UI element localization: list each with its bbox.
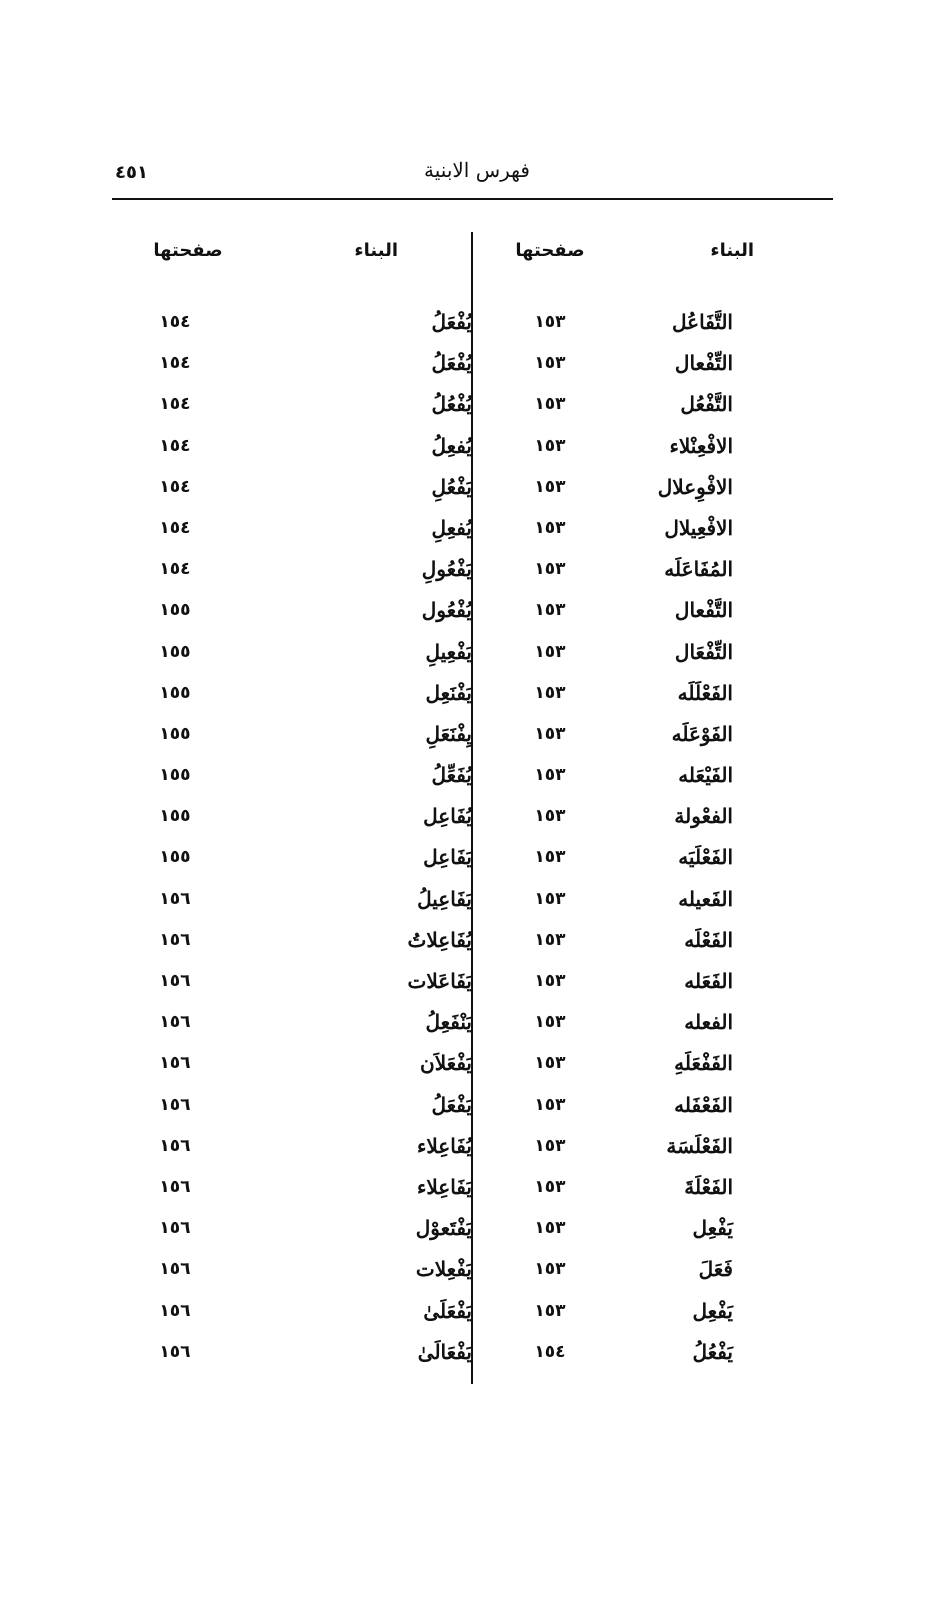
index-entry <box>485 307 815 348</box>
index-entry <box>130 1007 472 1048</box>
index-entry <box>485 801 815 842</box>
pattern-cell: يَفْعُلِ <box>431 474 472 499</box>
index-entry <box>130 389 472 430</box>
index-entry <box>130 1048 472 1089</box>
page-ref-cell: ١٥٣ <box>534 1012 566 1033</box>
index-entry <box>130 431 472 472</box>
index-entry <box>485 1048 815 1089</box>
page-ref-cell: ١٥٦ <box>159 1300 191 1321</box>
pattern-cell: الفَيْعَله <box>678 763 733 788</box>
pattern-cell: يُفعِلِ <box>431 515 472 540</box>
index-entry <box>130 842 472 883</box>
index-entry <box>130 307 472 348</box>
index-entry <box>485 595 815 636</box>
page-ref-cell: ١٥٦ <box>159 1012 191 1033</box>
page-ref-cell: ١٥٥ <box>159 723 191 744</box>
page-ref-cell: ١٥٣ <box>534 1259 566 1280</box>
pattern-cell: يَفْتَعوْل <box>415 1216 472 1241</box>
pattern-cell: يَفَاعَلات <box>407 969 472 993</box>
pattern-cell: الفَعْلَه <box>684 927 733 952</box>
page-ref-cell: ١٥٦ <box>159 1135 191 1156</box>
right-pattern-header: البناء <box>710 240 754 261</box>
index-entry <box>485 1090 815 1131</box>
index-entry <box>130 1090 472 1131</box>
pattern-cell: يَفْعِل <box>692 1216 733 1241</box>
index-entry <box>485 1254 815 1295</box>
pattern-cell: الفَفْعَلَهِ <box>674 1051 733 1076</box>
pattern-cell: يُفَاعِلاء <box>416 1133 472 1158</box>
page-ref-cell: ١٥٣ <box>534 641 566 662</box>
page-ref-cell: ١٥٣ <box>534 888 566 909</box>
pattern-cell: يُفْعَلُ <box>431 351 472 376</box>
pattern-cell: يَفَاعِلاء <box>416 1174 472 1199</box>
index-entry <box>485 842 815 883</box>
right-index-column <box>485 307 815 1378</box>
index-entry <box>485 760 815 801</box>
left-pages-header: صفحتها <box>153 240 223 261</box>
page-ref-cell: ١٥٣ <box>534 1300 566 1321</box>
page-ref-cell: ١٥٣ <box>534 1135 566 1156</box>
pattern-cell: يَفْعَلُ <box>431 1092 472 1117</box>
pattern-cell: يُفَاعِلاتُ <box>407 927 472 952</box>
index-entry <box>485 637 815 678</box>
pattern-cell: يَفْعِلات <box>415 1257 472 1282</box>
page-ref-cell: ١٥٥ <box>159 765 191 786</box>
page-ref-cell: ١٥٦ <box>159 1176 191 1197</box>
index-entry <box>485 472 815 513</box>
page-ref-cell: ١٥٣ <box>534 476 566 497</box>
index-entry <box>130 554 472 595</box>
pattern-cell: يُفعِلُ <box>431 433 472 458</box>
page-ref-cell: ١٥٣ <box>534 600 566 621</box>
pattern-cell: الافْوِعلال <box>657 474 733 499</box>
page-ref-cell: ١٥٤ <box>159 559 191 580</box>
pattern-cell: التَّفَاعُل <box>672 310 733 334</box>
pattern-cell: الفَعْفَله <box>674 1092 733 1117</box>
pattern-cell: يَفْعِل <box>692 1298 733 1323</box>
page-ref-cell: ١٥٣ <box>534 682 566 703</box>
index-entry <box>485 348 815 389</box>
running-title: فهرس الابنية <box>424 158 530 182</box>
pattern-cell: التِّفْعَال <box>674 639 733 664</box>
page-ref-cell: ١٥٣ <box>534 353 566 374</box>
index-entry <box>130 1254 472 1295</box>
index-entry <box>130 637 472 678</box>
index-entry <box>130 472 472 513</box>
page-ref-cell: ١٥٦ <box>159 929 191 950</box>
pattern-cell: يُفَاعِل <box>423 804 472 829</box>
page-ref-cell: ١٥٣ <box>534 312 566 332</box>
index-entry <box>130 1131 472 1172</box>
pattern-cell: الفَعْلَلَه <box>677 680 733 705</box>
pattern-cell: يِفْنَعَلِ <box>425 721 472 746</box>
pattern-cell: يُفْعُلُ <box>431 392 472 417</box>
pattern-cell: الفَوْعَلَه <box>671 721 733 746</box>
page-ref-cell: ١٥٥ <box>159 600 191 621</box>
page-ref-cell: ١٥٣ <box>534 394 566 415</box>
pattern-cell: الفَعَله <box>684 969 733 993</box>
page-ref-cell: ١٥٣ <box>534 1053 566 1074</box>
pattern-cell: يَفْعَلَىٰ <box>423 1298 472 1323</box>
page-ref-cell: ١٥٣ <box>534 559 566 580</box>
page-ref-cell: ١٥٣ <box>534 723 566 744</box>
pattern-cell: يُفْعُول <box>421 598 472 623</box>
index-entry <box>130 801 472 842</box>
pattern-cell: فَعَلَ <box>698 1257 733 1282</box>
page-ref-cell: ١٥٤ <box>159 353 191 374</box>
page-ref-cell: ١٥٥ <box>159 806 191 827</box>
pattern-cell: يَفَاعِيلُ <box>417 886 472 911</box>
index-entry <box>130 719 472 760</box>
pattern-cell: الفعْولة <box>674 804 733 829</box>
index-entry <box>130 595 472 636</box>
pattern-cell: الفَعيله <box>678 886 733 911</box>
pattern-cell: الفَعْلَسَة <box>666 1133 733 1158</box>
pattern-cell: يُفَعِّلُ <box>431 763 472 788</box>
index-entry <box>485 884 815 925</box>
page-number: ٤٥١ <box>115 162 148 183</box>
pattern-cell: يَفْعَالَىٰ <box>417 1339 472 1364</box>
index-entry <box>485 1213 815 1254</box>
header-rule <box>112 198 833 200</box>
page-ref-cell: ١٥٦ <box>159 1218 191 1239</box>
index-entry <box>130 348 472 389</box>
page-ref-cell: ١٥٣ <box>534 806 566 827</box>
index-entry <box>130 1337 472 1378</box>
pattern-cell: يُفْعَلُ <box>431 310 472 334</box>
page-ref-cell: ١٥٦ <box>159 971 191 991</box>
index-entry <box>485 1296 815 1337</box>
page-ref-cell: ١٥٤ <box>534 1341 566 1362</box>
page-ref-cell: ١٥٣ <box>534 847 566 868</box>
index-entry <box>485 1337 815 1378</box>
index-entry <box>485 554 815 595</box>
page-ref-cell: ١٥٦ <box>159 1259 191 1280</box>
pattern-cell: يَفْنَعِل <box>425 680 472 705</box>
page-ref-cell: ١٥٦ <box>159 1094 191 1115</box>
pattern-cell: يَفَاعِل <box>423 845 472 870</box>
pattern-cell: يَفْعُلُ <box>692 1339 733 1364</box>
page-ref-cell: ١٥٤ <box>159 312 191 332</box>
index-entry <box>485 513 815 554</box>
page-ref-cell: ١٥٥ <box>159 682 191 703</box>
page-ref-cell: ١٥٣ <box>534 1218 566 1239</box>
pattern-cell: الفَعْلَيَه <box>678 845 733 870</box>
page-ref-cell: ١٥٣ <box>534 765 566 786</box>
index-entry <box>485 1007 815 1048</box>
page-ref-cell: ١٥٤ <box>159 394 191 415</box>
page-ref-cell: ١٥٤ <box>159 435 191 456</box>
index-entry <box>485 1131 815 1172</box>
index-entry <box>485 719 815 760</box>
pattern-cell: يَفْعُولِ <box>421 557 472 582</box>
page-ref-cell: ١٥٣ <box>534 1176 566 1197</box>
page-ref-cell: ١٥٣ <box>534 1094 566 1115</box>
index-entry <box>130 678 472 719</box>
index-entry <box>485 389 815 430</box>
index-entry <box>130 925 472 966</box>
index-entry <box>130 1172 472 1213</box>
index-entry <box>130 760 472 801</box>
page-ref-cell: ١٥٥ <box>159 641 191 662</box>
page-ref-cell: ١٥٦ <box>159 1341 191 1362</box>
index-entry <box>485 966 815 1007</box>
pattern-cell: يَنْفَعِلُ <box>425 1010 472 1035</box>
page-ref-cell: ١٥٦ <box>159 1053 191 1074</box>
index-entry <box>130 513 472 554</box>
index-entry <box>485 1172 815 1213</box>
page-ref-cell: ١٥٣ <box>534 435 566 456</box>
pattern-cell: المُفَاعَلَه <box>664 557 733 582</box>
page-ref-cell: ١٥٥ <box>159 847 191 868</box>
index-entry <box>485 678 815 719</box>
index-entry <box>485 431 815 472</box>
page-ref-cell: ١٥٦ <box>159 888 191 909</box>
right-pages-header: صفحتها <box>515 240 585 261</box>
page-ref-cell: ١٥٤ <box>159 476 191 497</box>
pattern-cell: الافْعِنْلاء <box>669 433 733 458</box>
pattern-cell: التِّفْعال <box>674 351 733 376</box>
index-entry <box>130 884 472 925</box>
index-entry <box>130 1296 472 1337</box>
page-ref-cell: ١٥٣ <box>534 929 566 950</box>
pattern-cell: الفعله <box>684 1010 733 1035</box>
index-entry <box>130 966 472 1007</box>
pattern-cell: الافْعِيلال <box>664 515 733 540</box>
left-index-column <box>130 307 472 1378</box>
pattern-cell: يَفْعِيلِ <box>425 639 472 664</box>
page-ref-cell: ١٥٣ <box>534 517 566 538</box>
page-ref-cell: ١٥٣ <box>534 971 566 991</box>
index-entry <box>485 925 815 966</box>
pattern-cell: يَفْعَلاَن <box>420 1051 472 1076</box>
pattern-cell: الفَعْلَةَ <box>684 1174 733 1199</box>
page-ref-cell: ١٥٤ <box>159 517 191 538</box>
index-entry <box>130 1213 472 1254</box>
pattern-cell: التَّفْعُل <box>680 392 733 417</box>
left-pattern-header: البناء <box>354 240 398 261</box>
pattern-cell: التَّفْعال <box>674 598 733 623</box>
